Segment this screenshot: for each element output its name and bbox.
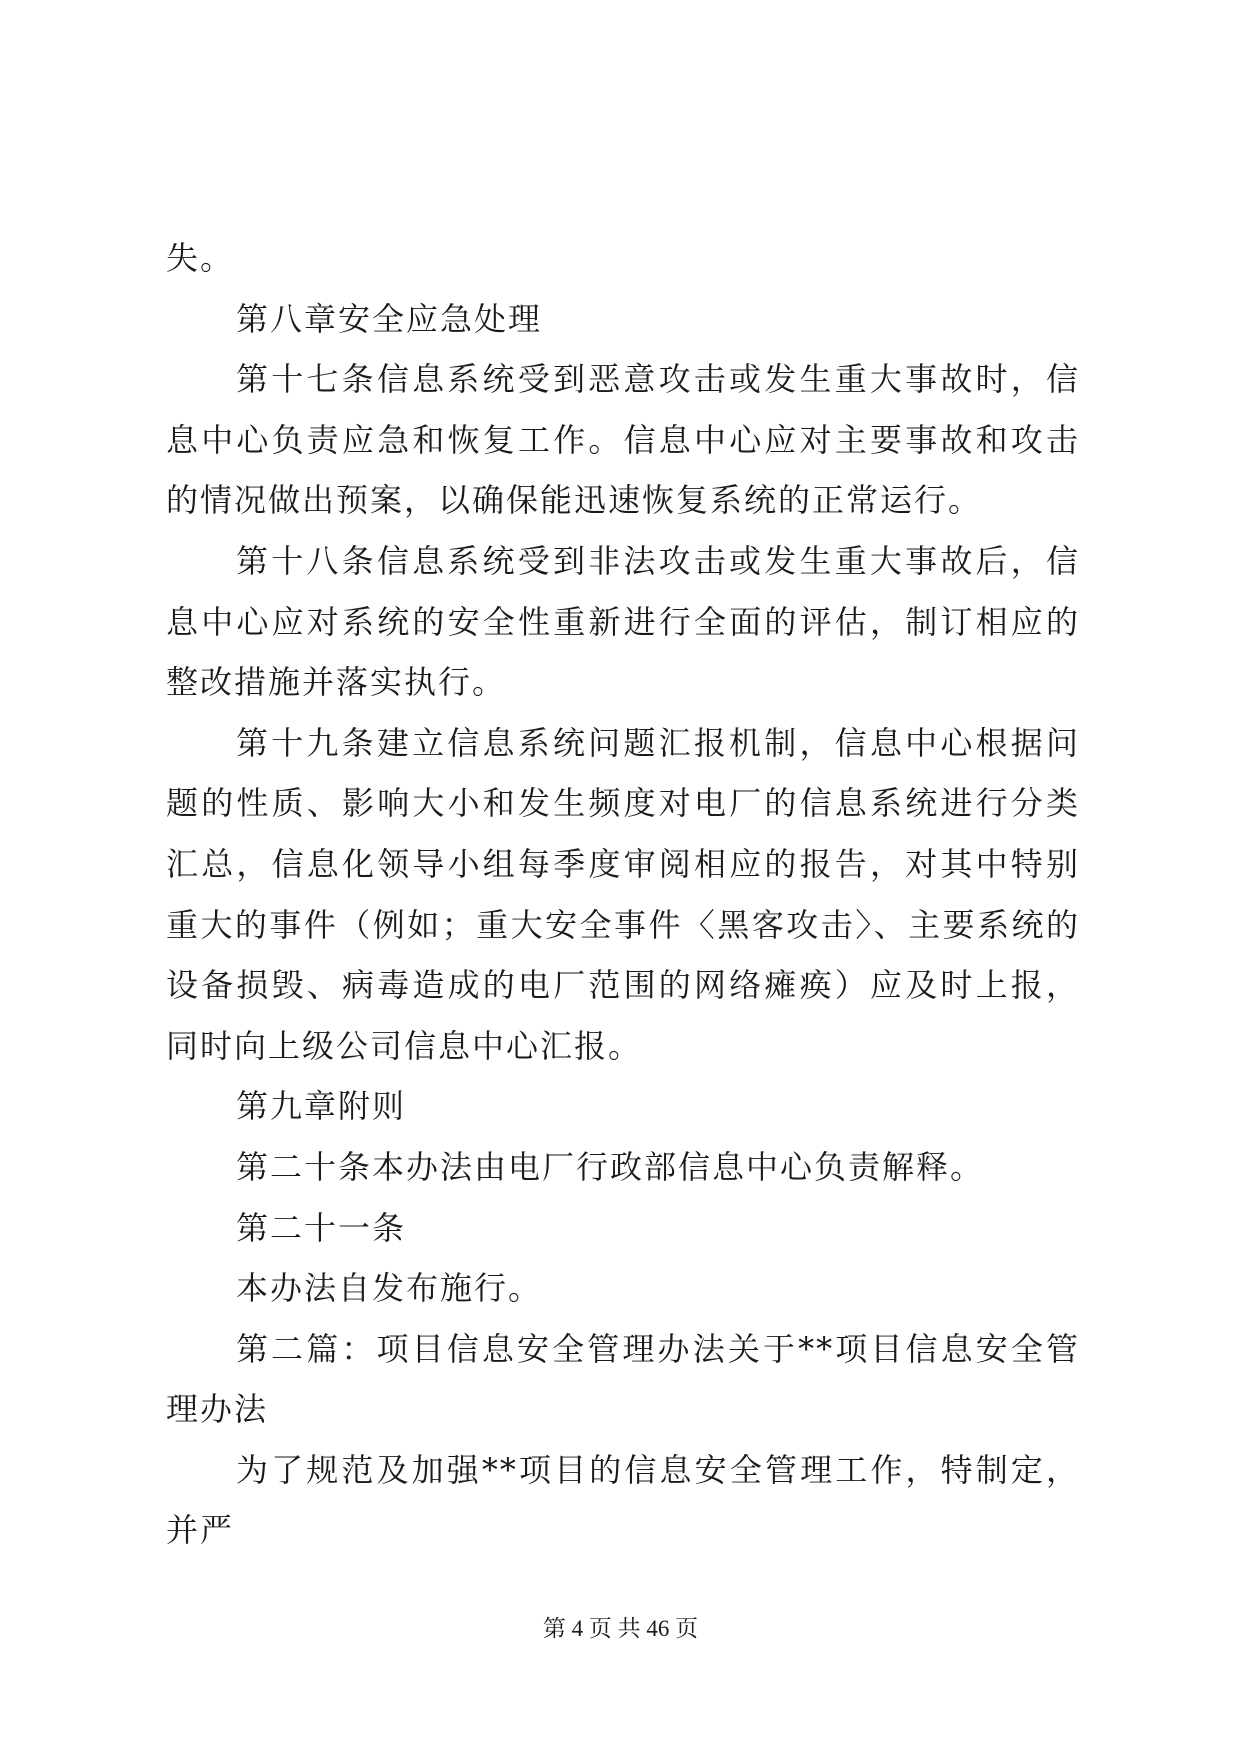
document-body	[166, 228, 1080, 1561]
article-18: 第十八条信息系统受到非法攻击或发生重大事故后，信息中心应对系统的安全性重新进行全面的评估，制订相应的整改措施并落实执行。	[166, 541, 1080, 702]
paragraph-continuation: 失。	[166, 239, 235, 277]
article-17: 第十七条信息系统受到恶意攻击或发生重大事故时，信息中心负责应急和恢复工作。信息中心应对主要事故和攻击的情况做出预案，以确保能迅速恢复系统的正常运行。	[166, 360, 1080, 520]
part-two-intro: 为了规范及加强**项目的信息安全管理工作，特制定，并严	[166, 1450, 1080, 1550]
article-21-heading: 第二十一条	[236, 1208, 407, 1247]
article-19: 第十九条建立信息系统问题汇报机制，信息中心根据问题的性质、影响大小和发生频度对电厂的信息系统进行分类汇总，信息化领导小组每季度审阅相应的报告，对其中特别重大的事件（例如；重大安全事件〈黑客攻击〉、主要系统的设备损毁、病毒造成的电厂范围的网络瘫痪）应及时上报，同时向上级公司信息中心汇报。	[166, 723, 1080, 1065]
chapter-heading-9: 第九章附则	[236, 1087, 407, 1126]
article-21-text: 本办法自发布施行。	[236, 1269, 543, 1308]
part-two-title: 第二篇：项目信息安全管理办法关于**项目信息安全管理办法	[166, 1329, 1080, 1429]
page-number-footer: 第 4 页 共 46 页	[542, 1616, 699, 1641]
article-20: 第二十条本办法由电厂行政部信息中心负责解释。	[236, 1147, 985, 1186]
chapter-heading-8: 第八章安全应急处理	[236, 299, 543, 338]
